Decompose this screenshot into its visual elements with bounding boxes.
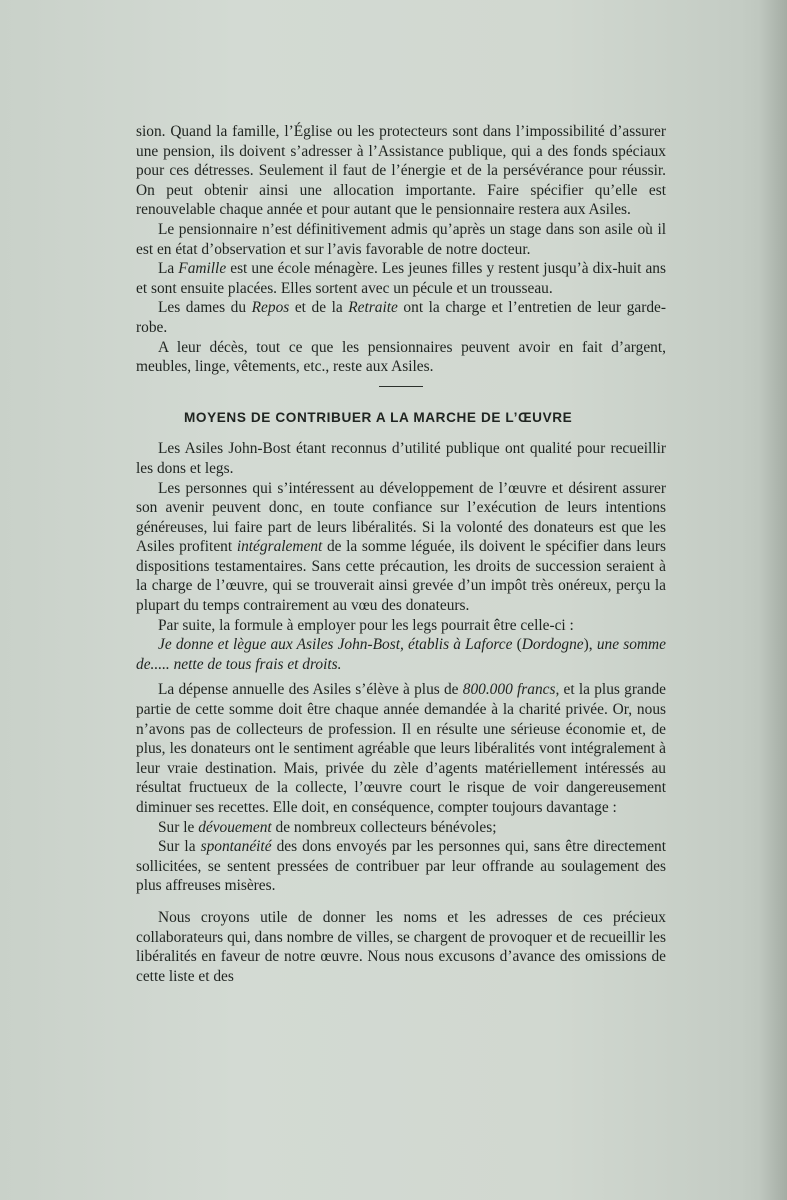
italic-text: spontanéité: [200, 838, 272, 856]
italic-text: intégralement: [236, 538, 323, 556]
italic-text: Famille: [178, 260, 227, 278]
italic-text: dévouement: [198, 818, 272, 836]
paragraph: sion. Quand la famille, l’Église ou les protecteurs sont dans l’impossibilité d’assurer une pension, ils doivent s’adresser à l’Assistance publique, qui a des fonds spéciaux pour ces détresses. Seulement il faut de l’énergie et de la persévérance pour réussir. On peut obtenir ainsi une allocation importante. Faire spécifier qu’elle est renouvelable chaque année et pour autant que le pensionnaire restera aux Asiles.: [136, 123, 666, 219]
paragraph: Sur le dévouement de nombreux collecteurs bénévoles;: [158, 818, 497, 836]
spacer: [136, 896, 666, 908]
paragraph: Le pensionnaire n’est définitivement admis qu’après un stage dans son asile où il est en état d’observation et sur l’avis favorable de notre docteur.: [136, 220, 666, 258]
paragraph: Par suite, la formule à employer pour les legs pourrait être celle-ci :: [158, 616, 574, 634]
section-heading: MOYENS DE CONTRIBUER A LA MARCHE DE L’ŒUVRE: [184, 409, 573, 425]
paragraph: A leur décès, tout ce que les pensionnaires peuvent avoir en fait d’argent, meubles, linge, vêtements, etc., reste aux Asiles.: [136, 338, 666, 376]
legacy-formula: Je donne et lègue aux Asiles John-Bost, établis à Laforce (Dordogne), une somme de..... nette de tous frais et droits.: [136, 636, 666, 673]
italic-text: 800.000 francs,: [462, 681, 560, 699]
paragraph: Les personnes qui s’intéressent au développement de l’œuvre et désirent assurer son avenir peuvent donc, en toute confiance sur l’exécution de leurs intentions généreuses, lui faire part de leurs libéralités. Si la volonté des donateurs est que les Asiles profitent intégralement de la somme léguée, ils doivent le spécifier dans leurs dispositions testamentaires. Sans cette précaution, les droits de succession seraient à la charge de l’œuvre, qui se trouverait ainsi grevée d’un impôt très onéreux, perçu la plupart du temps contrairement au vœu des donateurs.: [136, 479, 666, 615]
paragraph: Les dames du Repos et de la Retraite ont la charge et l’entretien de leur garde-robe.: [136, 299, 666, 336]
paragraph: Sur la spontanéité des dons envoyés par les personnes qui, sans être directement sollicitées, se sentent pressées de contribuer par leur offrande au soulagement des plus affreuses misères.: [136, 838, 666, 895]
paragraph: Les Asiles John-Bost étant reconnus d’utilité publique ont qualité pour recueillir les dons et legs.: [136, 440, 666, 477]
italic-text: Repos: [251, 299, 290, 317]
paragraph: La Famille est une école ménagère. Les jeunes filles y restent jusqu’à dix-huit ans et sont ensuite placées. Elles sortent avec un pécule et un trousseau.: [136, 260, 666, 297]
page-text: [136, 122, 666, 986]
paragraph: La dépense annuelle des Asiles s’élève à plus de 800.000 francs, et la plus grande partie de cette somme doit être chaque année demandée à la charité privée. Or, nous n’avons pas de collecteurs de profession. Il en résulte une sérieuse économie et, de plus, les donateurs ont le sentiment agréable que leurs libéralités vont intégralement à leur vraie destination. Mais, privée du zèle d’agents matériellement intéressés au résultat fructueux de la collecte, l’œuvre court le risque de voir dangereusement diminuer ses recettes. Elle doit, en conséquence, compter toujours davantage :: [136, 681, 666, 816]
section-divider: [379, 386, 423, 387]
paragraph: Nous croyons utile de donner les noms et les adresses de ces précieux collaborateurs qui, dans nombre de villes, se chargent de provoquer et de recueillir les libéralités en faveur de notre œuvre. Nous nous excusons d’avance des omissions de cette liste et des: [136, 908, 666, 985]
italic-text: Retraite: [348, 299, 398, 317]
